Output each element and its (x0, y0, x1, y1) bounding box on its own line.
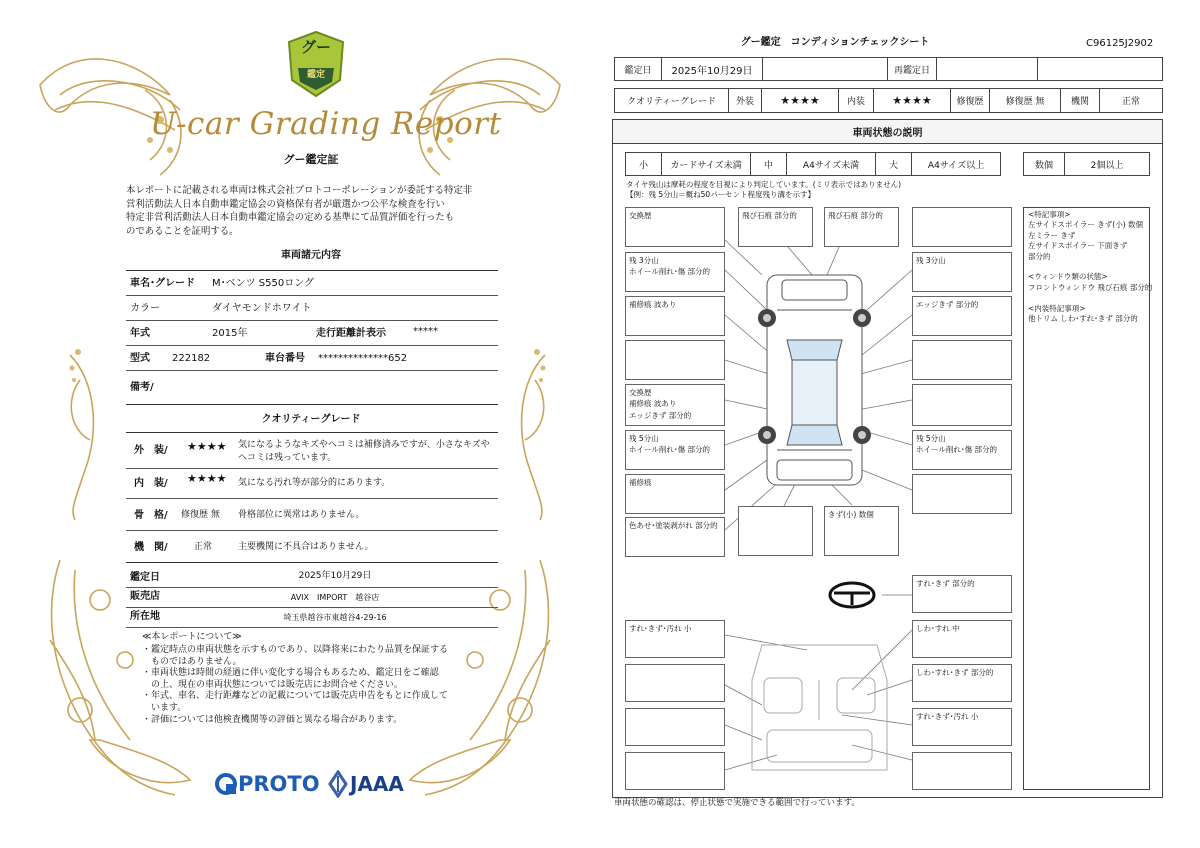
exterior-stars: ★★★★ (761, 88, 839, 113)
jaaa-logo-icon (328, 770, 348, 798)
empty-cell (936, 57, 1038, 81)
appraisal-date-value: 2025年10月29日 (661, 57, 763, 81)
divider (126, 530, 498, 531)
legend-count-text: 2個以上 (1064, 152, 1150, 176)
frame-value: 修復歴 無 (181, 510, 220, 520)
proto-logo-text: PROTO (238, 772, 320, 796)
legend-large: 大 (875, 152, 912, 176)
year-label: 年式 (130, 328, 150, 339)
note-label: 備考/ (130, 382, 154, 393)
condition-box: 残 3分山 (912, 252, 1012, 292)
exterior-text: 気になるようなキズやヘコミは補修済みですが、小さなキズや (238, 440, 490, 450)
legend-large-text: A4サイズ以上 (911, 152, 1001, 176)
interior-stars: ★★★★ (187, 472, 227, 485)
engine-label: 機 関/ (134, 542, 168, 553)
divider (126, 627, 498, 628)
model-label: 型式 (130, 353, 150, 364)
notes-line: います。 (142, 702, 187, 713)
intro-line: 本レポートに記載される車両は株式会社プロトコーポレーションが委託する特定非 (126, 185, 473, 196)
engine-value: 正常 (1099, 88, 1163, 113)
model-value: 222182 (172, 353, 211, 364)
interior-label: 内 装/ (134, 478, 168, 489)
special-note-line: 部分的 (1028, 251, 1051, 261)
color-value: ダイヤモンドホワイト (212, 303, 312, 314)
engine-value: 正常 (194, 542, 213, 552)
condition-box (625, 384, 725, 426)
frame-label: 骨 格/ (134, 510, 168, 521)
condition-box: 交換歴 (625, 207, 725, 247)
sheet-code: C96125J2902 (1086, 38, 1154, 49)
divider (126, 498, 498, 499)
section-title: 車両状態の説明 (612, 119, 1163, 144)
badge-bottom-text: 鑑定 (306, 70, 325, 80)
condition-box: 飛び石痕 部分的 (824, 207, 899, 247)
repair-history-value: 修復歴 無 (989, 88, 1061, 113)
steering-wheel-icon (830, 583, 874, 607)
condition-text: エッジきず 部分的 (629, 410, 692, 420)
legend-count: 数個 (1023, 152, 1065, 176)
condition-box: すれ･きず 部分的 (912, 575, 1012, 613)
condition-box: 飛び石痕 部分的 (738, 207, 813, 247)
chassis-label: 車台番号 (265, 353, 305, 364)
condition-text: ホイール削れ･傷 部分的 (916, 445, 997, 455)
chassis-value: **************652 (318, 353, 408, 364)
divider (126, 432, 498, 433)
spec-title: 車両諸元内容 (281, 250, 341, 261)
condition-box (625, 708, 725, 746)
interior-text: 気になる汚れ等が部分的にあります。 (238, 478, 391, 488)
notes-title: ≪本レポートについて≫ (142, 632, 242, 642)
condition-box: 補修痕 (625, 474, 725, 514)
interior-stars: ★★★★ (873, 88, 951, 113)
notes-line: ものではありません。 (142, 656, 242, 667)
jaaa-logo-text: JAAA (350, 772, 404, 796)
divider (126, 320, 498, 321)
special-note-line: <特記事項> (1028, 210, 1071, 219)
condition-box (912, 752, 1012, 790)
intro-paragraph (126, 184, 501, 238)
appraisal-date-value: 2025年10月29日 (298, 571, 372, 581)
divider (126, 587, 498, 588)
divider (126, 345, 498, 346)
condition-box: すれ･きず･汚れ 小 (912, 708, 1012, 746)
shop-label: 販売店 (130, 591, 160, 602)
notes-line: ・年式、車名、走行距離などの記載については販売店申告をもとに作成して (142, 691, 448, 702)
condition-text: ホイール削れ･傷 部分的 (629, 267, 710, 277)
engine-text: 主要機関に不具合はありません。 (238, 542, 374, 552)
empty-cell (762, 57, 888, 81)
condition-box (912, 340, 1012, 380)
divider (126, 270, 498, 271)
divider (126, 468, 498, 469)
special-note-line: 他トリム しわ･すれ･きず 部分的 (1028, 314, 1138, 324)
appraisal-date-label: 鑑定日 (130, 572, 160, 583)
appraisal-date-label: 鑑定日 (614, 57, 662, 81)
notes-line: ・鑑定時点の車両状態を示すものであり、以降将来にわたり品質を保証する (142, 645, 449, 655)
notes-list (142, 645, 492, 726)
quality-grade-label: クオリティーグレード (614, 88, 729, 113)
exterior-stars: ★★★★ (187, 440, 227, 453)
cert-title: グー鑑定証 (283, 153, 339, 166)
intro-line: 特定非営利活動法人日本自動車鑑定協会の定める基準にて品質評価を行ったも (126, 212, 455, 223)
exterior-label: 外装 (728, 88, 762, 113)
condition-box (912, 384, 1012, 426)
address-label: 所在地 (130, 611, 160, 622)
condition-box: 色あせ･塗装剥がれ 部分的 (625, 517, 725, 557)
badge-top-text: グー (300, 38, 331, 56)
condition-box: エッジきず 部分的 (912, 296, 1012, 336)
engine-label: 機関 (1060, 88, 1100, 113)
condition-box (912, 474, 1012, 514)
divider (126, 607, 498, 608)
condition-box (625, 340, 725, 380)
sheet-footer: 車両状態の確認は、停止状態で実施できる範囲で行っています。 (614, 798, 860, 808)
condition-box (738, 506, 813, 556)
sheet-header: グー鑑定 コンディションチェックシート (740, 37, 930, 48)
empty-cell (1037, 57, 1163, 81)
notes-line: ・評価については他検査機関等の評価と異なる場合があります。 (142, 714, 403, 725)
tire-note: タイヤ残山は摩耗の程度を目視により判定しています。(ミリ表示ではありません) (626, 180, 902, 189)
special-note-line (1028, 293, 1152, 303)
exterior-text: ヘコミは残っています。 (238, 453, 337, 463)
condition-text: ホイール削れ･傷 部分的 (629, 445, 710, 455)
special-note-line: フロントウィンドウ 飛び石痕 部分的 (1028, 282, 1153, 292)
legend-small: 小 (625, 152, 662, 176)
exterior-label: 外 装/ (134, 445, 168, 456)
odometer-label: 走行距離計表示 (316, 328, 386, 339)
year-value: 2015年 (212, 328, 248, 339)
name-label: 車名･グレード (130, 278, 195, 289)
legend-mid: 中 (750, 152, 787, 176)
condition-box: しわ･すれ 中 (912, 620, 1012, 658)
tire-note: 【例：残 5分山＝概ね50パーセント程度残り溝を示す】 (626, 190, 816, 199)
address-value: 埼玉県越谷市東越谷4-29-16 (283, 613, 387, 622)
special-note-line: <内装特記事項> (1028, 303, 1086, 313)
divider (126, 404, 498, 405)
intro-line: のであることを証明する。 (126, 225, 239, 237)
condition-text: 残 5分山 (629, 434, 659, 443)
condition-box (912, 207, 1012, 247)
condition-box: 補修痕 波あり (625, 296, 725, 336)
color-label: カラー (130, 303, 160, 314)
special-note-line: 左ミラー きず (1028, 230, 1076, 240)
special-note-line: 左サイドスポイラー きず(小) 数個 (1028, 220, 1144, 230)
report-title: U-car Grading Report (150, 106, 502, 142)
legend-small-text: カードサイズ未満 (661, 152, 751, 176)
intro-line: 営利活動法人日本自動車鑑定協会の資格保有者が厳選かつ公平な検査を行い (126, 198, 445, 210)
condition-box (625, 252, 725, 292)
condition-box (625, 752, 725, 790)
legend-mid-text: A4サイズ未満 (786, 152, 876, 176)
condition-text: 補修痕 波あり (629, 399, 677, 409)
condition-text: 残 3分山 (629, 256, 659, 265)
notes-line: ・車両状態は時間の経過に伴い変化する場合もあるため、鑑定日をご確認 (142, 668, 439, 679)
special-note-line (1028, 262, 1152, 272)
name-value: M･ベンツ S550ロング (212, 278, 315, 289)
proto-logo-icon (214, 772, 238, 796)
condition-box: しわ･すれ･きず 部分的 (912, 664, 1012, 702)
condition-box: きず(小) 数個 (824, 506, 899, 556)
condition-box (625, 430, 725, 470)
condition-box (912, 430, 1012, 470)
divider (126, 295, 498, 296)
reappraisal-label: 再鑑定日 (887, 57, 937, 81)
notes-line: の上、現在の車両状態については販売店にお問合せください。 (142, 679, 403, 690)
odometer-value: ***** (413, 326, 438, 337)
interior-diagram (752, 645, 887, 770)
repair-history-label: 修復歴 (950, 88, 990, 113)
special-note-line: <ウィンドウ類の状態> (1028, 272, 1108, 282)
special-notes (1028, 210, 1152, 324)
special-note-line: 左サイドスポイラー 下面きず (1028, 241, 1128, 251)
divider (126, 562, 498, 563)
condition-text: 交換歴 (629, 388, 652, 397)
condition-text: 残 5分山 (916, 434, 946, 443)
divider (126, 370, 498, 371)
condition-box: すれ･きず･汚れ 小 (625, 620, 725, 658)
quality-title: クオリティーグレード (261, 414, 361, 425)
condition-box (625, 664, 725, 702)
interior-label: 内装 (838, 88, 874, 113)
shop-value: AVIX IMPORT 越谷店 (290, 593, 380, 602)
frame-text: 骨格部位に異常はありません。 (238, 510, 365, 520)
